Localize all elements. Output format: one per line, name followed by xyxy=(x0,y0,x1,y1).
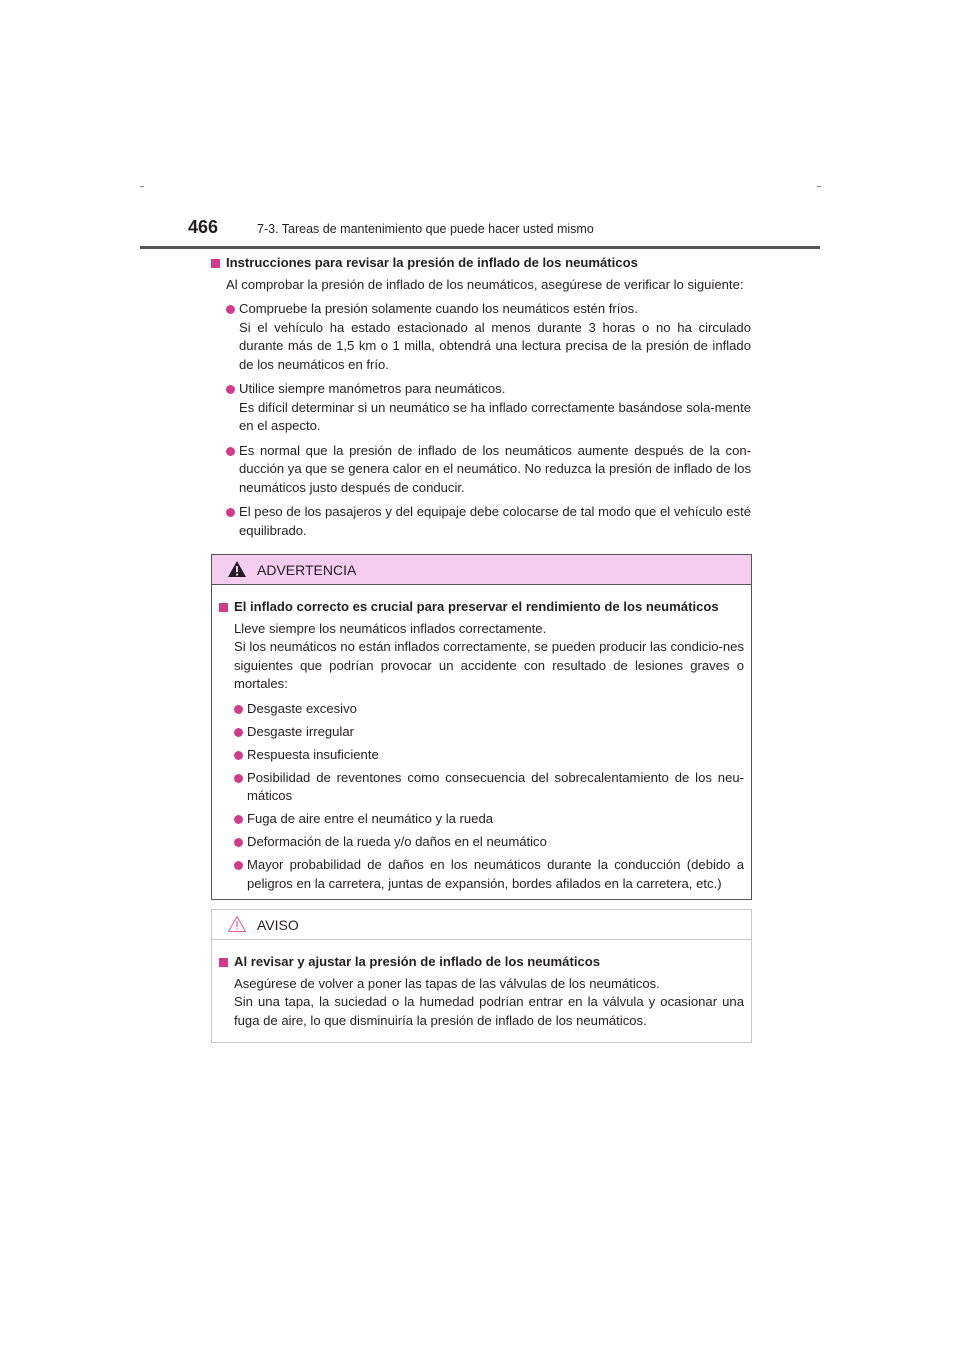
warning-body xyxy=(212,585,751,893)
warning-text xyxy=(219,620,744,694)
bullet-text: Deformación de la rueda y/o daños en el neumático xyxy=(247,834,547,849)
bullet-line: El peso de los pasajeros y del equipaje debe colocarse de tal modo que el vehículo esté equilibrado. xyxy=(239,504,751,538)
crop-mark-right xyxy=(817,186,821,187)
page-header xyxy=(140,214,820,249)
notice-text xyxy=(219,975,744,1031)
warning-text-line: Si los neumáticos no están inflados correctamente, se pueden producir las condicio-nes siguientes que podrían provocar un accidente con resultado de lesiones graves o mortales: xyxy=(234,639,744,691)
chapter-title: 7-3. Tareas de mantenimiento que puede hacer usted mismo xyxy=(257,222,594,236)
round-bullet-icon xyxy=(234,838,243,847)
list-item xyxy=(219,769,744,806)
page-number: 466 xyxy=(188,217,219,237)
notice-text-line: Sin una tapa, la suciedad o la humedad podrían entrar en la válvula y ocasionar una fuga de aire, lo que disminuiría la presión de inflado de los neumáticos. xyxy=(234,994,744,1028)
round-bullet-icon xyxy=(234,815,243,824)
main-section xyxy=(211,254,751,546)
bullet-text: Posibilidad de reventones como consecuencia del sobrecalentamiento de los neu-máticos xyxy=(247,769,744,803)
round-bullet-icon xyxy=(234,774,243,783)
warning-box xyxy=(211,554,752,900)
bullet-line: Si el vehículo ha estado estacionado al menos durante 3 horas o no ha circulado durante más de 1,5 km o 1 milla, obtendrá una lectura precisa de la presión de inflado de los neumáticos en frío. xyxy=(239,319,751,372)
list-item xyxy=(219,746,744,765)
warning-label: ADVERTENCIA xyxy=(257,562,357,578)
notice-heading xyxy=(219,953,744,972)
section-title: Instrucciones para revisar la presión de inflado de los neumáticos xyxy=(226,255,638,270)
bullet-text: Respuesta insuficiente xyxy=(247,746,379,762)
notice-body xyxy=(212,940,751,1030)
bullet-text: Desgaste excesivo xyxy=(247,700,357,716)
bullet-line: Es difícil determinar si un neumático se ha inflado correctamente basándose sola-mente en el aspecto. xyxy=(239,399,751,433)
round-bullet-icon xyxy=(234,728,243,737)
crop-mark-left xyxy=(140,186,144,187)
bullet-line: Es normal que la presión de inflado de los neumáticos aumente después de la con-ducción ya que se genera calor en el neumático. No reduzca la presión de inflado de los neumáticos justo después de conducir. xyxy=(239,442,751,495)
round-bullet-icon xyxy=(226,508,235,517)
list-item xyxy=(219,700,744,719)
warning-triangle-icon xyxy=(227,560,247,578)
round-bullet-icon xyxy=(234,751,243,760)
warning-title: El inflado correcto es crucial para preservar el rendimiento de los neumáticos xyxy=(234,599,719,614)
notice-label: AVISO xyxy=(257,917,299,933)
list-item xyxy=(211,503,751,540)
round-bullet-icon xyxy=(226,305,235,314)
notice-header xyxy=(212,910,751,940)
notice-text-line: Asegúrese de volver a poner las tapas de las válvulas de los neumáticos. xyxy=(234,975,660,991)
warning-header xyxy=(212,555,751,585)
list-item xyxy=(219,856,744,893)
notice-triangle-outline-icon xyxy=(227,915,247,933)
list-item xyxy=(219,723,744,742)
section-intro: Al comprobar la presión de inflado de los neumáticos, asegúrese de verificar lo siguiente: xyxy=(226,276,744,292)
bullet-line: Utilice siempre manómetros para neumáticos. xyxy=(239,381,506,396)
bullet-line: Compruebe la presión solamente cuando los neumáticos estén fríos. xyxy=(239,301,638,316)
list-item xyxy=(211,442,751,498)
square-bullet-icon xyxy=(219,603,228,612)
warning-heading xyxy=(219,598,744,617)
list-item xyxy=(211,380,751,436)
section-heading xyxy=(211,254,751,273)
square-bullet-icon xyxy=(211,259,220,268)
round-bullet-icon xyxy=(234,861,243,870)
list-item xyxy=(219,833,744,852)
warning-text-line: Lleve siempre los neumáticos inflados correctamente. xyxy=(234,620,547,636)
notice-title: Al revisar y ajustar la presión de inflado de los neumáticos xyxy=(234,954,601,969)
bullet-text: Mayor probabilidad de daños en los neumáticos durante la conducción (debido a peligros en la carretera, juntas de expansión, bordes afilados en la carretera, etc.) xyxy=(247,857,744,891)
bullet-text: Desgaste irregular xyxy=(247,723,354,739)
square-bullet-icon xyxy=(219,958,228,967)
round-bullet-icon xyxy=(226,385,235,394)
notice-box xyxy=(211,909,752,1043)
bullet-text: Fuga de aire entre el neumático y la rueda xyxy=(247,811,494,826)
list-item xyxy=(219,810,744,829)
round-bullet-icon xyxy=(226,447,235,456)
round-bullet-icon xyxy=(234,705,243,714)
list-item xyxy=(211,300,751,374)
